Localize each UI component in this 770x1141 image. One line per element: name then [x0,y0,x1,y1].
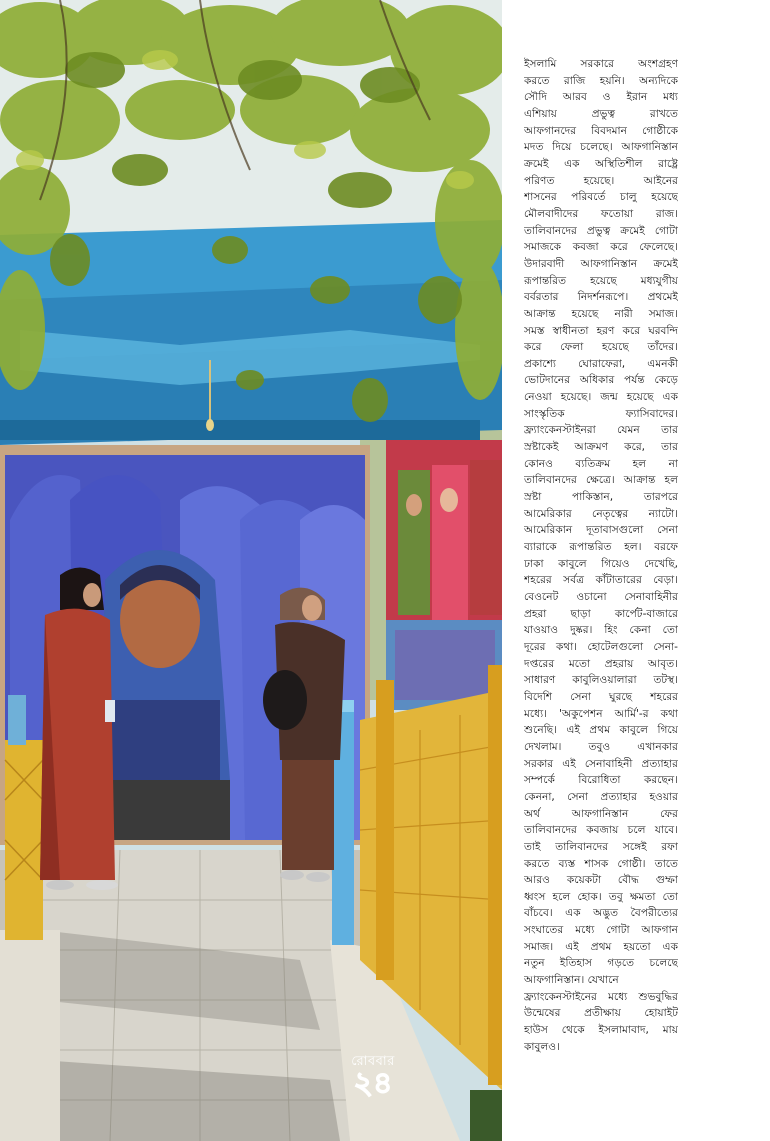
article-line: দেখলাম। তবুও এখানকার [524,740,678,753]
article-line: করতে রাজি হয়নি। অন্যদিকে [524,74,678,87]
article-line: ধ্বংস হলে হোক। তবু ক্ষমতা তো [524,890,678,903]
article-line: আক্রান্ত হয়েছে নারী সমাজ। [524,307,678,320]
article-line: কাবুলও। [524,1040,560,1053]
article-line: রূপান্তরিত হয়েছে মধ্যযুগীয় [524,274,678,287]
article-line: তাই তালিবানদের সঙ্গেই রফা [524,840,678,853]
article-line: সরকার এই সেনাবাহিনী প্রত্যাহার [524,757,678,770]
article-line: শুনেছি। এই প্রথম কাবুলে গিয়ে [524,724,678,737]
article-line: স্রষ্টাকেই আক্রমণ করে, তার [524,441,678,454]
article-line: মধ্যে। 'অকুপেশন আর্মি'-র কথা [524,707,678,720]
article-line: করতে ব্যস্ত শাসক গোষ্ঠী। তাতে [524,857,678,870]
article-line: এশিয়ায় প্রভুত্ব রাখতে [524,107,678,120]
article-line: অর্থ আফগানিস্তান ফের [524,807,678,820]
article-line: হাউস থেকে ইসলামাবাদ, মায় [524,1024,678,1037]
article-line: ইসলামি সরকারে অংশগ্রহণ [524,58,678,70]
article-line: স্রষ্টা পাকিস্তান, তারপরে [524,491,678,504]
article-line: সাধারণ কাবুলিওয়ালারা তটস্থ। [524,674,678,687]
article-line: আফগানিস্তান। যেখানে [524,974,619,987]
article-line: সমস্ত স্বাধীনতা হরণ করে ঘরবন্দি [524,324,678,337]
article-line: যাওয়াও দুষ্কর। হিং কেনা তো [524,624,678,637]
article-line: উন্মেষের প্রতীক্ষায় হোয়াইট [524,1007,678,1020]
article-line: কেননা, সেনা প্রত্যাহার হওয়ার [524,790,678,803]
article-line: বিদেশি সেনা ঘুরছে শহরের [524,690,678,703]
article-line: সমাজ। এই প্রথম হয়তো এক [524,940,678,953]
page-number: ২৪ [353,1066,393,1101]
article-line: সংঘাতের মধ্যে গোটা আফগান [524,924,678,937]
article-line: তালিবানদের কবজায় চলে যাবে। [524,824,678,837]
article-line: বর্বরতার নিদর্শনরূপে। প্রথমেই [524,291,678,304]
article-line: নেওয়া হয়েছে। জন্ম হয়েছে এক [524,391,678,404]
article-line: বাঁচবে। এক অদ্ভুত বৈপরীত্যের [524,907,678,920]
article-line: আরও কয়েকটা বৌদ্ধ গুম্ফা [524,874,678,887]
article-line: শাসনের পরিবর্তে চালু হয়েছে [524,191,678,204]
article-line: উদারবাদী আফগানিস্তান ক্রমেই [524,257,678,270]
article-line: করে ফেলা হয়েছে তাঁদের। [524,341,678,354]
article-line: তালিবানদের প্রভুত্ব ক্রমেই গোটা [524,224,678,237]
article-line: তালিবানদের ক্ষেত্রে। আক্রান্ত হল [524,474,678,487]
article-line: ঢাকা কাবুলে গিয়েও দেখেছি, [524,557,678,570]
article-line: ব্যারাকে রূপান্তরিত হল। বরফে [524,541,678,554]
article-line: ক্রমেই এক অস্থিতিশীল রাষ্ট্রে [524,157,678,170]
article-line: শহরের সর্বত্র কাঁটাতারের বেড়া। [524,574,678,587]
article-line: সমাজকে কবজা করে ফেলেছে। [524,241,678,254]
article-line: মৌলবাদীদের ফতোয়া রাজ। [524,207,678,220]
article-line: মদত দিয়ে চলেছে। আফগানিস্তান [524,141,678,154]
article-line: ফ্র্যাংকেনস্টাইনরা যেমন তার [524,424,678,437]
article-line: পরিণত হয়েছে। আইনের [524,174,678,187]
article-line: আফগানদের বিবদমান গোষ্ঠীকে [524,124,678,137]
article-line: প্রকাশ্যে ঘোরাফেরা, এমনকী [524,357,678,370]
page-folio [338,1055,408,1099]
article-line: প্রহরা ছাড়া কার্পেট-বাজারে [524,607,678,620]
article-line: ভোটদানের অধিকার পর্যন্ত কেড়ে [524,374,678,387]
article-line: সাংস্কৃতিক ফ্যাসিবাদের। [524,407,678,420]
folio-label: রোববার [351,1054,395,1069]
article-text-column [524,56,678,1055]
article-line: সৌদি আরব ও ইরান মধ্য [524,91,678,104]
article-line: আমেরিকার নেতৃত্বের ন্যাটো। [524,507,678,520]
article-line: দূরের কথা। হোটেলগুলো সেনা- [524,640,678,653]
article-line: বেওনেট ওচানো সেনাবাহিনীর [524,591,678,603]
article-line: আমেরিকান দূতাবাসগুলো সেনা [524,524,678,537]
article-line: ফ্র্যাংকেনস্টাইনের মধ্যে শুভবুদ্ধির [524,990,678,1003]
article-line: দপ্তরের মতো প্রহরায় আবৃত। [524,657,678,670]
article-line: কোনও ব্যতিক্রম হল না [524,457,678,470]
article-line: নতুন ইতিহাস গড়তে চলেছে [524,957,678,970]
article-line: সম্পর্কে বিরোধিতা করছেন। [524,774,678,787]
